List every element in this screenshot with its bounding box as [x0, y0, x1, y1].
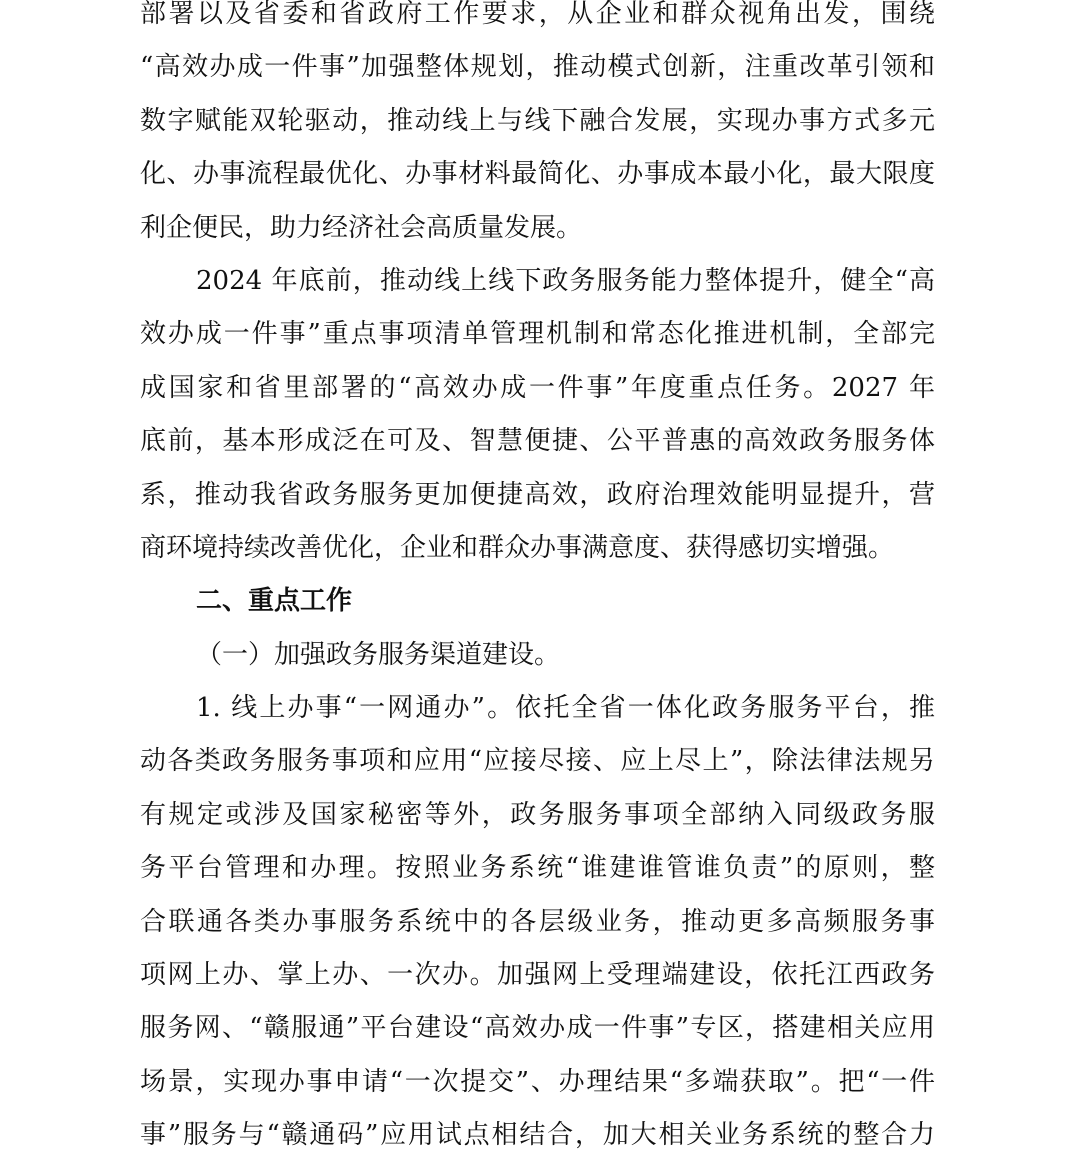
text-line: 化、办事流程最优化、办事材料最简化、办事成本最小化，最大限度: [140, 159, 935, 190]
text-line: “高效办成一件事”加强整体规划，推动模式创新，注重改革引领和: [140, 52, 935, 83]
text-line: 动各类政务服务事项和应用“应接尽接、应上尽上”，除法律法规另: [140, 746, 935, 777]
text-line: 有规定或涉及国家秘密等外，政务服务事项全部纳入同级政务服: [140, 799, 935, 830]
text-line: 务平台管理和办理。按照业务系统“谁建谁管谁负责”的原则，整: [140, 853, 935, 884]
text-line: 事”服务与“赣通码”应用试点相结合，加大相关业务系统的整合力: [140, 1120, 935, 1151]
text-line: 商环境持续改善优化，企业和群众办事满意度、获得感切实增强。: [140, 532, 895, 563]
document-page: [140, 0, 935, 1163]
text-line: 2024 年底前，推动线上线下政务服务能力整体提升，健全“高: [196, 265, 935, 296]
text-line: 1. 线上办事“一网通办”。依托全省一体化政务服务平台，推: [196, 693, 935, 724]
text-line: 效办成一件事”重点事项清单管理机制和常态化推进机制，全部完: [140, 319, 935, 350]
subsection-heading: （一）加强政务服务渠道建设。: [196, 639, 561, 670]
paragraph-online-services: [140, 682, 935, 1163]
section-heading: 二、重点工作: [196, 586, 353, 617]
paragraph-timeline: [140, 255, 935, 575]
text-line: 场景，实现办事申请“一次提交”、办理结果“多端获取”。把“一件: [140, 1066, 935, 1097]
text-line: 数字赋能双轮驱动，推动线上与线下融合发展，实现办事方式多元: [140, 105, 935, 136]
text-line: 底前，基本形成泛在可及、智慧便捷、公平普惠的高效政务服务体: [140, 426, 935, 457]
text-line: 服务网、“赣服通”平台建设“高效办成一件事”专区，搭建相关应用: [140, 1013, 935, 1044]
paragraph-goals: [140, 0, 935, 255]
text-line: 项网上办、掌上办、一次办。加强网上受理端建设，依托江西政务: [140, 960, 935, 991]
text-line: 部署以及省委和省政府工作要求，从企业和群众视角出发，围绕: [140, 0, 935, 29]
text-line: 系，推动我省政务服务更加便捷高效，政府治理效能明显提升，营: [140, 479, 935, 510]
text-line: 合联通各类办事服务系统中的各层级业务，推动更多高频服务事: [140, 906, 935, 937]
text-line: 利企便民，助力经济社会高质量发展。: [140, 212, 583, 243]
text-line: 成国家和省里部署的“高效办成一件事”年度重点任务。2027 年: [140, 372, 935, 403]
